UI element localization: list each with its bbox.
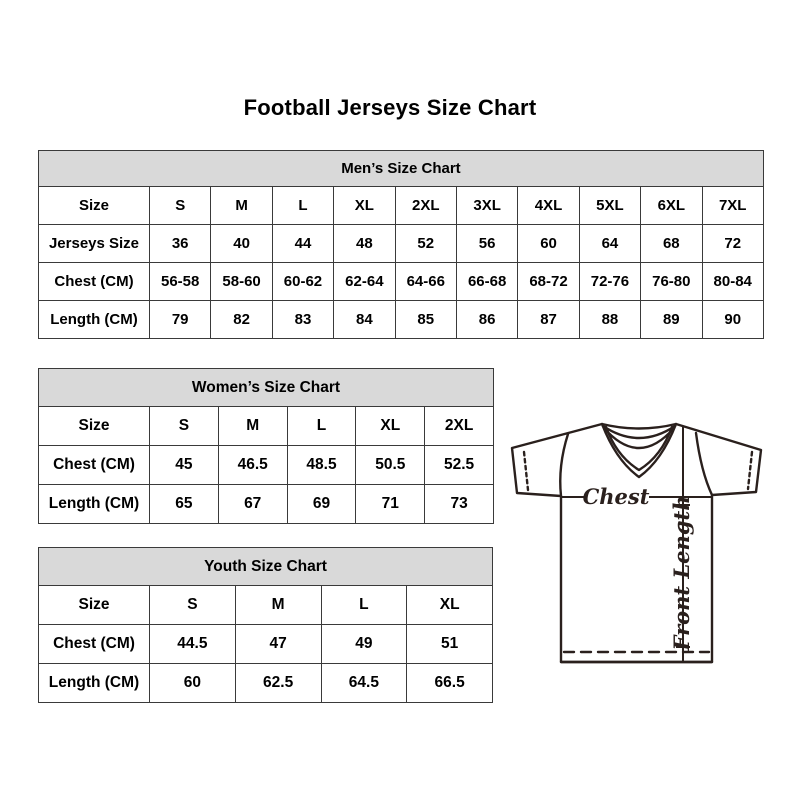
row-label: Size <box>39 586 150 625</box>
size-header-cell: XL <box>334 187 395 225</box>
table-title: Youth Size Chart <box>39 548 493 586</box>
size-header-cell: 7XL <box>702 187 763 225</box>
value-cell: 90 <box>702 301 763 339</box>
value-cell: 58-60 <box>211 263 272 301</box>
value-cell: 79 <box>150 301 211 339</box>
table-row <box>39 446 494 485</box>
table-row <box>39 586 493 625</box>
front-length-label: Front Length <box>669 495 694 651</box>
value-cell: 62.5 <box>235 664 321 703</box>
value-cell: 60 <box>150 664 236 703</box>
value-cell: 60 <box>518 225 579 263</box>
row-label: Chest (CM) <box>39 446 150 485</box>
value-cell: 48.5 <box>287 446 356 485</box>
jersey-outline <box>512 424 761 662</box>
size-header-cell: M <box>218 407 287 446</box>
size-header-cell: S <box>150 407 219 446</box>
row-label: Chest (CM) <box>39 625 150 664</box>
value-cell: 47 <box>235 625 321 664</box>
value-cell: 80-84 <box>702 263 763 301</box>
size-header-cell: 5XL <box>579 187 640 225</box>
table-row <box>39 225 764 263</box>
value-cell: 71 <box>356 485 425 524</box>
value-cell: 86 <box>456 301 517 339</box>
table-title: Women’s Size Chart <box>39 369 494 407</box>
row-label: Length (CM) <box>39 485 150 524</box>
value-cell: 49 <box>321 625 407 664</box>
size-header-cell: 2XL <box>425 407 494 446</box>
size-header-cell: S <box>150 586 236 625</box>
value-cell: 87 <box>518 301 579 339</box>
jersey-measurement-diagram <box>505 398 775 668</box>
table-title: Men’s Size Chart <box>39 151 764 187</box>
size-header-cell: M <box>211 187 272 225</box>
value-cell: 51 <box>407 625 493 664</box>
size-header-cell: L <box>287 407 356 446</box>
value-cell: 36 <box>150 225 211 263</box>
row-label: Size <box>39 187 150 225</box>
table-row <box>39 263 764 301</box>
value-cell: 69 <box>287 485 356 524</box>
value-cell: 52.5 <box>425 446 494 485</box>
value-cell: 44 <box>272 225 333 263</box>
value-cell: 60-62 <box>272 263 333 301</box>
value-cell: 89 <box>641 301 702 339</box>
value-cell: 64-66 <box>395 263 456 301</box>
row-label: Length (CM) <box>39 664 150 703</box>
left-armhole-seam <box>560 434 568 496</box>
size-header-cell: 2XL <box>395 187 456 225</box>
size-header-cell: S <box>150 187 211 225</box>
value-cell: 68 <box>641 225 702 263</box>
value-cell: 83 <box>272 301 333 339</box>
table-title-row <box>39 548 493 586</box>
value-cell: 68-72 <box>518 263 579 301</box>
row-label: Length (CM) <box>39 301 150 339</box>
table-row <box>39 625 493 664</box>
youth-size-table <box>38 547 493 703</box>
value-cell: 52 <box>395 225 456 263</box>
table-title-row <box>39 369 494 407</box>
table-row <box>39 485 494 524</box>
value-cell: 66.5 <box>407 664 493 703</box>
row-label: Jerseys Size <box>39 225 150 263</box>
value-cell: 82 <box>211 301 272 339</box>
size-header-cell: XL <box>407 586 493 625</box>
value-cell: 64 <box>579 225 640 263</box>
value-cell: 56-58 <box>150 263 211 301</box>
value-cell: 56 <box>456 225 517 263</box>
value-cell: 84 <box>334 301 395 339</box>
size-header-cell: 6XL <box>641 187 702 225</box>
value-cell: 48 <box>334 225 395 263</box>
left-cuff-stitching <box>524 452 528 490</box>
size-header-cell: M <box>235 586 321 625</box>
value-cell: 66-68 <box>456 263 517 301</box>
table-title-row <box>39 151 764 187</box>
value-cell: 67 <box>218 485 287 524</box>
size-header-cell: 4XL <box>518 187 579 225</box>
chest-label: Chest <box>582 484 650 509</box>
row-label: Size <box>39 407 150 446</box>
value-cell: 62-64 <box>334 263 395 301</box>
size-header-cell: 3XL <box>456 187 517 225</box>
table-row <box>39 301 764 339</box>
value-cell: 40 <box>211 225 272 263</box>
mens-size-table <box>38 150 764 339</box>
womens-size-table <box>38 368 494 524</box>
value-cell: 45 <box>150 446 219 485</box>
size-header-cell: L <box>321 586 407 625</box>
value-cell: 85 <box>395 301 456 339</box>
value-cell: 64.5 <box>321 664 407 703</box>
value-cell: 65 <box>150 485 219 524</box>
size-header-cell: XL <box>356 407 425 446</box>
table-row <box>39 664 493 703</box>
value-cell: 72 <box>702 225 763 263</box>
value-cell: 76-80 <box>641 263 702 301</box>
table-row <box>39 187 764 225</box>
right-armhole-seam <box>696 433 712 495</box>
table-row <box>39 407 494 446</box>
value-cell: 88 <box>579 301 640 339</box>
value-cell: 50.5 <box>356 446 425 485</box>
value-cell: 46.5 <box>218 446 287 485</box>
page-title: Football Jerseys Size Chart <box>243 95 537 120</box>
row-label: Chest (CM) <box>39 263 150 301</box>
size-header-cell: L <box>272 187 333 225</box>
value-cell: 72-76 <box>579 263 640 301</box>
right-cuff-stitching <box>748 452 752 489</box>
value-cell: 73 <box>425 485 494 524</box>
value-cell: 44.5 <box>150 625 236 664</box>
